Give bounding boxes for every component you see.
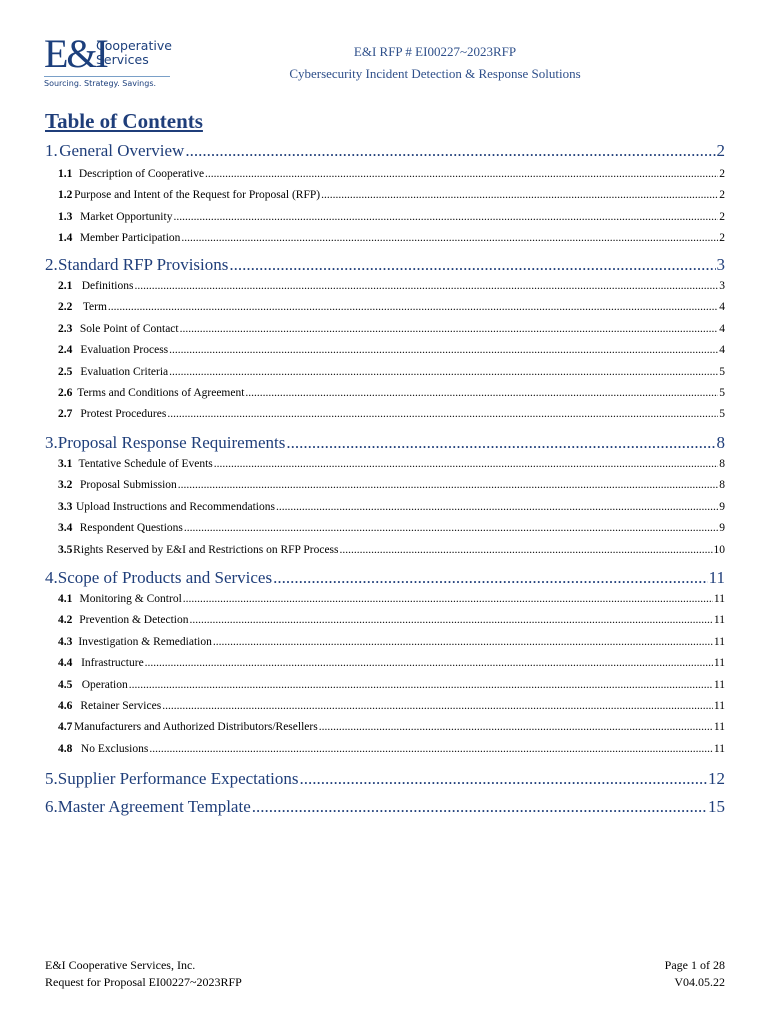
toc-subsection-page: 11 [713, 657, 725, 670]
toc-dot-leader [108, 301, 718, 313]
toc-section-page: 15 [708, 797, 725, 816]
toc-dot-leader [183, 593, 713, 605]
toc-subsection-page: 11 [713, 635, 725, 648]
toc-dot-leader [340, 544, 713, 556]
footer-left [45, 957, 242, 991]
toc-subsection-title: Respondent Questions [79, 522, 183, 535]
toc-dot-leader [213, 636, 713, 648]
toc-subsection-entry[interactable] [45, 344, 725, 360]
logo-tagline: Sourcing. Strategy. Savings. [44, 79, 157, 88]
toc-dot-leader [229, 255, 715, 275]
toc-subsection-entry[interactable] [45, 501, 725, 517]
toc-section-entry[interactable] [45, 568, 725, 592]
toc-subsection-number: 2.3 [58, 322, 73, 335]
toc-dot-leader [252, 797, 707, 817]
toc-subsection-title: Term [82, 301, 107, 314]
toc-subsection-title: Evaluation Criteria [80, 365, 169, 378]
toc-subsection-title: Operation [81, 678, 128, 691]
toc-subsection-title: Market Opportunity [80, 210, 173, 223]
toc-subsection-entry[interactable] [45, 614, 725, 630]
toc-subsection-page: 10 [713, 543, 725, 556]
toc-dot-leader [181, 232, 718, 244]
toc-subsection-page: 11 [713, 593, 725, 605]
toc-subsection-number: 4.4 [58, 657, 73, 670]
toc-subsection-number: 4.3 [58, 635, 73, 648]
toc-section-page: 12 [708, 769, 725, 788]
toc-subsection-entry[interactable] [45, 366, 725, 382]
toc-section-page: 11 [708, 568, 725, 587]
toc-subsection-number: 1.2 [58, 189, 73, 202]
toc-subsection-number: 4.8 [58, 742, 73, 755]
toc-subsection-entry[interactable] [45, 168, 725, 184]
logo-ei-mark: E&I [44, 31, 107, 76]
toc-subsection-page: 9 [719, 522, 725, 535]
toc-subsection-page: 11 [713, 742, 725, 755]
toc-subsection-title: Monitoring & Control [79, 593, 182, 605]
toc-subsection-page: 2 [719, 232, 725, 245]
toc-subsection-number: 2.5 [58, 365, 73, 378]
toc-subsection-page: 5 [719, 408, 725, 421]
toc-section-number: 6. [45, 797, 58, 816]
toc-subsection-entry[interactable] [45, 544, 725, 560]
toc-section-entry[interactable] [45, 797, 725, 821]
toc-subsection-number: 3.2 [58, 479, 73, 492]
toc-dot-leader [286, 433, 715, 453]
footer-page-number: Page 1 of 28 [664, 958, 725, 972]
toc-dot-leader [173, 211, 718, 223]
company-logo [44, 31, 174, 90]
toc-section-page: 8 [716, 433, 725, 452]
toc-dot-leader [205, 168, 718, 180]
toc-subsection-number: 2.6 [58, 387, 73, 399]
toc-subsection-page: 5 [719, 387, 725, 399]
toc-dot-leader [214, 458, 718, 470]
toc-subsection-entry[interactable] [45, 280, 725, 296]
logo-name-line1: Cooperative [96, 38, 172, 53]
toc-dot-leader [145, 657, 713, 669]
toc-subsection-page: 4 [719, 301, 725, 314]
toc-section-number: 1. [45, 141, 58, 160]
toc-subsection-entry[interactable] [45, 189, 725, 205]
toc-dot-leader [134, 280, 718, 292]
toc-subsection-number: 2.4 [58, 344, 73, 357]
toc-subsection-number: 4.7 [58, 721, 73, 734]
toc-subsection-title: No Exclusions [80, 742, 149, 755]
footer-right [665, 957, 725, 991]
toc-section-entry[interactable] [45, 769, 725, 793]
toc-dot-leader [129, 679, 713, 691]
toc-subsection-entry[interactable] [45, 657, 725, 673]
logo-company-name [96, 39, 172, 67]
toc-subsection-page: 2 [719, 168, 725, 180]
toc-subsection-number: 4.2 [58, 614, 73, 627]
toc-dot-leader [169, 366, 718, 378]
toc-subsection-title: Definitions [81, 280, 134, 292]
toc-subsection-entry[interactable] [45, 479, 725, 495]
toc-subsection-title: Member Participation [79, 232, 181, 245]
toc-subsection-entry[interactable] [45, 408, 725, 424]
toc-section-title: Standard RFP Provisions [58, 255, 229, 274]
toc-subsection-title: Infrastructure [81, 657, 144, 670]
toc-subsection-title: Purpose and Intent of the Request for Proposal (RFP) [74, 189, 321, 202]
toc-subsection-title: Description of Cooperative [78, 168, 205, 180]
toc-subsection-entry[interactable] [45, 593, 725, 609]
toc-subsection-page: 4 [719, 344, 725, 357]
toc-subsection-entry[interactable] [45, 211, 725, 227]
toc-dot-leader [300, 769, 707, 789]
toc-section-number: 5. [45, 769, 58, 788]
toc-subsection-entry[interactable] [45, 522, 725, 538]
footer-version: V04.05.22 [674, 975, 725, 989]
toc-dot-leader [321, 189, 718, 201]
toc-section-entry[interactable] [45, 141, 725, 165]
toc-section-title: Scope of Products and Services [57, 568, 273, 587]
toc-dot-leader [149, 743, 713, 755]
toc-subsection-entry[interactable] [45, 232, 725, 248]
toc-subsection-title: Upload Instructions and Recommendations [75, 500, 275, 513]
toc-subsection-title: Proposal Submission [79, 479, 177, 492]
toc-section-title: General Overview [59, 141, 185, 160]
footer-rfp-ref: Request for Proposal EI00227~2023RFP [45, 975, 242, 989]
toc-section-page: 3 [716, 255, 725, 274]
toc-subsection-page: 3 [719, 280, 725, 292]
toc-dot-leader [167, 408, 718, 420]
toc-subsection-page: 11 [713, 614, 725, 627]
toc-subsection-page: 8 [719, 458, 725, 470]
toc-subsection-number: 2.7 [58, 408, 73, 421]
toc-subsection-entry[interactable] [45, 743, 725, 759]
toc-subsection-number: 4.5 [58, 678, 73, 691]
toc-subsection-entry[interactable] [45, 323, 725, 339]
footer-company: E&I Cooperative Services, Inc. [45, 958, 196, 972]
header-rfp-title: Cybersecurity Incident Detection & Response Solutions [289, 66, 581, 81]
toc-dot-leader [162, 700, 713, 712]
toc-section-title: Supplier Performance Expectations [57, 769, 299, 788]
toc-subsection-entry[interactable] [45, 679, 725, 695]
toc-subsection-number: 3.3 [58, 500, 73, 513]
toc-subsection-title: Rights Reserved by E&I and Restrictions on RFP Process [73, 543, 339, 556]
toc-subsection-title: Retainer Services [80, 700, 162, 712]
toc-subsection-page: 11 [713, 678, 725, 691]
toc-section-page: 2 [716, 141, 725, 160]
toc-subsection-entry[interactable] [45, 636, 725, 652]
toc-subsection-number: 1.3 [58, 210, 73, 223]
toc-dot-leader [185, 141, 715, 161]
toc-dot-leader [180, 323, 719, 335]
toc-section-title: Master Agreement Template [57, 797, 251, 816]
toc-section-entry[interactable] [45, 255, 725, 279]
toc-dot-leader [276, 501, 718, 513]
toc-subsection-entry[interactable] [45, 387, 725, 403]
toc-subsection-number: 2.1 [58, 280, 73, 292]
toc-subsection-page: 11 [713, 700, 725, 712]
toc-subsection-entry[interactable] [45, 700, 725, 716]
toc-subsection-number: 3.4 [58, 522, 73, 535]
toc-subsection-title: Prevention & Detection [79, 614, 189, 627]
toc-subsection-page: 4 [719, 322, 725, 335]
toc-dot-leader [319, 721, 713, 733]
logo-name-line2: Services [96, 52, 149, 67]
toc-subsection-title: Protest Procedures [80, 408, 167, 421]
toc-subsection-title: Investigation & Remediation [78, 635, 212, 648]
toc-section-title: Proposal Response Requirements [57, 433, 286, 452]
toc-subsection-entry[interactable] [45, 458, 725, 474]
toc-subsection-number: 4.6 [58, 700, 73, 712]
toc-dot-leader [184, 522, 718, 534]
toc-subsection-page: 11 [713, 721, 725, 734]
toc-section-number: 2. [45, 255, 58, 274]
toc-subsection-number: 1.1 [58, 168, 73, 180]
toc-subsection-page: 2 [719, 189, 725, 202]
toc-subsection-title: Terms and Conditions of Agreement [77, 387, 245, 399]
toc-section-entry[interactable] [45, 433, 725, 457]
toc-subsection-page: 8 [719, 479, 725, 492]
toc-subsection-number: 2.2 [58, 301, 73, 314]
toc-subsection-number: 3.5 [58, 543, 73, 556]
toc-subsection-title: Evaluation Process [80, 344, 169, 357]
toc-subsection-page: 5 [719, 365, 725, 378]
toc-subsection-entry[interactable] [45, 721, 725, 737]
toc-section-number: 4. [45, 568, 58, 587]
toc-subsection-title: Manufacturers and Authorized Distributors/Resellers [74, 721, 318, 734]
toc-title: Table of Contents [45, 109, 203, 133]
toc-dot-leader [178, 479, 718, 491]
toc-subsection-entry[interactable] [45, 301, 725, 317]
logo-divider [44, 76, 170, 77]
toc-subsection-title: Sole Point of Contact [79, 322, 179, 335]
toc-subsection-title: Tentative Schedule of Events [78, 458, 213, 470]
header-rfp-number: E&I RFP # EI00227~2023RFP [353, 44, 517, 59]
toc-section-number: 3. [45, 433, 58, 452]
toc-dot-leader [245, 387, 718, 399]
toc-subsection-number: 1.4 [58, 232, 73, 245]
toc-subsection-number: 4.1 [58, 593, 73, 605]
toc-subsection-page: 2 [719, 210, 725, 223]
toc-subsection-number: 3.1 [58, 458, 73, 470]
toc-dot-leader [169, 344, 718, 356]
toc-dot-leader [273, 568, 708, 588]
toc-subsection-page: 9 [719, 500, 725, 513]
toc-dot-leader [190, 614, 713, 626]
